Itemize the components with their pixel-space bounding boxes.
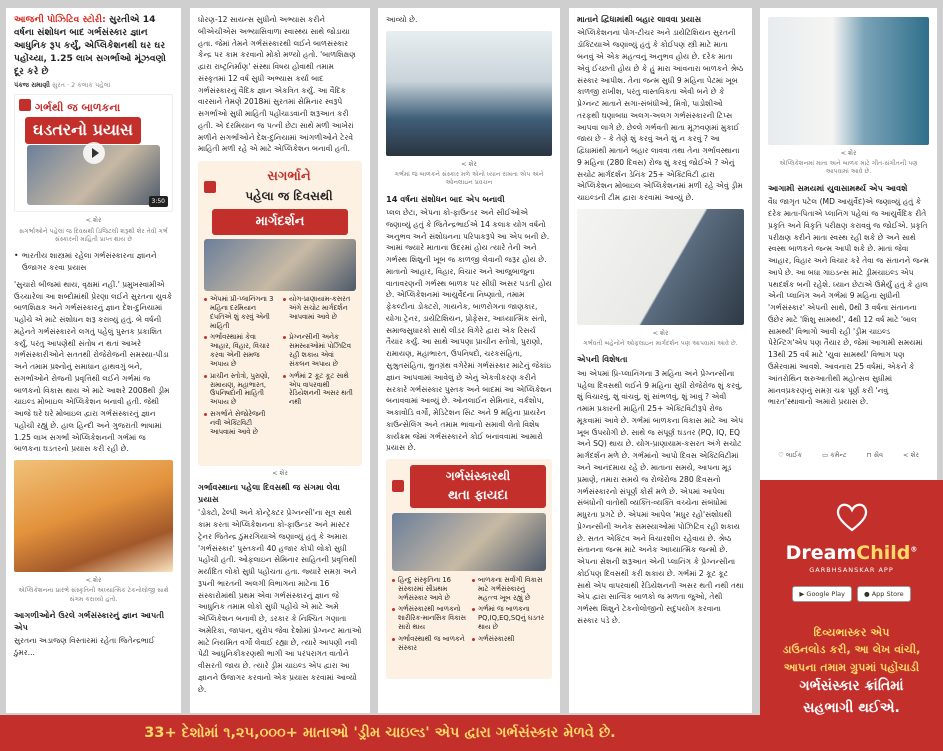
apple-icon: ●: [863, 590, 872, 598]
paragraph: એપ્લિકેશનના પોગ-ટીચર અને ડાયેટિશિયન સુરતની ડૉક્ટિયાએ જણાવ્યું હતું કે કોઈપણ સ્ત્રી માટે માતા બનવું એ એક મહત્વનું અનુભવ હોય છે. દરેક માતા એવું ઈચ્છતી હોય છે કે હું મારા આવનારા બાળકને શ્રેષ્ઠ સંસ્કાર આપીશ. તેના જન્મ સુધી 9 મહિના પેટમાં ખૂબ કાળજી રાખીશ, પરંતુ વાસ્તવિકતા એવી બને છે કે પ્રેગ્નન્ટ માતાને સગા-સંબંધીઓ, મિત્રો, પાડોશીઓ તરફથી ઘણાબધા અલગ-અલગ ગર્ભસંસ્કારની ટિપ્સ આપવા લાગે છે. છેલ્લે ગર્ભવતી માતા મૂંઝવણમાં મુકાઈ જાય છે - કે તેણે શું કરવું અને શું ન કરવું ? આ દ્વિધામાંથી માતાને બહાર લાવવા તથા તેના ગર્ભાવસ્થાના 9 મહિના (280 દિવસ) રોજ શું કરવું જોઈએ ? એનું સચોટ માર્ગદર્શન ડેનિંક 25+ એક્ટિવિટી દ્વારા એપ્લિકેશન મોબાઇલ એપ્લિકેશનમાં મળી રહે એવું ડ્રીમ ચાઇલ્ડની ટીમ દ્વારા કરવામાં આવ્યું છે.: [577, 28, 744, 203]
paragraph: આ એપમાં પ્રિ-પ્લાનિંગના 3 મહિના અને પ્રેગ્નન્સીના પહેલા દિવસથી લઈને 9 મહિના સુધી રોજેરોજ શું કરવું, શું વિચારવું, શું વાંચવું, શું સાંભળવું, શું ખાવું ? એવી તમામ પ્રકારની માહિતી 25+ એક્ટિવિટીરૂપે રોજ મૂકવામાં આવે છે. ગર્ભમાં બાળકના વિકાસ માટે આ એપ ખૂબ ઉપયોગી છે. સાથે જ સંપૂર્ણ ઘડતર (PQ, IQ, EQ અને SQ) થાય છે. યોગ-પ્રાણાયામ-કસરત અંગે સચોટ માર્ગદર્શન મળે છે. ગર્ભમાંનો આપો દિવસ એક્ટિવિટીમાં અને આનંદમાય રહે છે. માતાના સમયે, આપના મૂડ પ્રમાણે, તમારા સમયે જ રોજેરોજ 280 દિવસનો ગર્ભસંસ્કારનો સંપૂર્ણ કોર્સ મળે છે. એપમાં આપેલા સંબંધોની વાતોથી વ્યક્તિ-વ્યક્તિ વચ્ચેના સંબંધોમાં મધુરતા પ્રગટે છે. એપમાં આપેલ 'મધુર રહો'સંશોધથી પ્રેગ્નન્સીની અનેક સમસ્યાઓમાં પોઝિટિવ રહી શકાય છે. સતત એક્ટિવ અને વિચારશીલ રહેવાય છે. શ્રેષ્ઠ સંતાનના જન્મ માટે અનેક આધ્યાત્મિક જન્મો છે. એપના સેશની શરૂઆત એની પ્લાનિંગ કે પ્રેગ્નન્સીના કોઈપણ દિવસથી કરી શકાય છે. ગર્ભમાં 2 કૂટ કૂટ સાથે એપ વાપરવાથી રેડિયેશનની અસર થતી નથી તથા એપ દ્વારા સાત્વિક બાળકો જ મળતા જુઓ, તેથી ગર્ભસ્થ શિશુને ટેકનોલોજીનો સદુપયોગ કરવાના સંસ્કાર પડે છે.: [577, 368, 744, 625]
image-caption: એપ્લિકેશનમાં માતા અને બાળક માટે ગીત-સંગીતની પણ આપવામાં આવે છે.: [779, 160, 918, 176]
comment-icon: ▭: [822, 451, 831, 460]
poster-photo: [392, 513, 546, 571]
poster-item: પ્રાચીન સ્તોત્રો, પુરાણો, રામાયણ, મહાભારત, ઉપનિષદોની માહિતી અપાય છે: [204, 372, 277, 407]
video-title: ઘડતરનો પ્રયાસ: [25, 117, 141, 144]
poster-list: [204, 295, 356, 436]
dreamchild-ad[interactable]: [760, 480, 943, 751]
poster-banner: માર્ગદર્શન: [212, 209, 348, 235]
column-1: [6, 8, 181, 713]
author-name[interactable]: પંકજ રામાણી: [14, 81, 50, 90]
like-button[interactable]: ♡ લાઈક: [778, 451, 803, 460]
infographic-benefits: [386, 459, 552, 679]
paragraph: 'ડોક્ટો, ઢેલ્પી અને કોન્ટ્રેક્ટર પ્રેગ્નન્સી'ના સૂત્ર સાથે કામ કરતા એપ્લિકેશનના કો-ફાઉન્ડર અને માસ્ટર ટ્રેનર જિતેન્દ્ર ઠુંમરગિયાએ જણાવ્યું હતું કે અમારા 'ગર્ભસંસ્કાર' પુસ્તકની 40 હજાર કોપી લોકો સુધી પહોંચી હતી. ઓફલાઇન સેમિનાર સાહિતની પ્રવૃત્તિથી મર્યાદિત લોકો સુધી પહોંચતા હતા. જ્યારે સમગ્ર અને રૂપની ભારતની અલગી વિભાગના માટેના 16 સંસ્કારોમાંથી પ્રથમ એવા ગર્ભસંસ્કારનું જ્ઞાન જે આધુનિક તમામ લોકો સુધી પહોંચે એ માટે અમે એપ્લિકેશન બનાવી છે, ડરકાર કે નિશ્ચિત ગણાતા અમેરિકા, જાપાન, યુરોપ જેવા દેશોમાં પ્રેગ્નન્ટ માતાઓ માટે નિયમિત વર્ગો લેવાઈ રહ્યા છે, ત્યારે આપણી નવી પેઢી આધુનિકીકરણથી ભાગી આ પરંપરાગત વાતોને વીસરતી જાય છે. ત્યારે ડ્રીમ ચાઇલ્ડ એપ દ્વારા આ જ્ઞાનને ઉજાગર કરવાનો એક પ્રયાસ કરવામાં આવ્યો છે.: [198, 508, 362, 694]
poster-item: ગર્ભમાં જ બાળકના PQ,IQ,EQ,SQનું ઘડતર થાય છે: [472, 605, 546, 631]
article-image-presenter: [386, 31, 552, 156]
author-line: પંકજ રામાણી સુરત · 2 કલાક પહેલાં: [14, 81, 111, 90]
subheading: આગળીઓને ઉરલે ગર્ભસંસ્કારનું જ્ઞાન આપતી એપ: [14, 610, 165, 632]
poster-subtitle: થતા ફાયદા: [448, 487, 508, 503]
paragraph: 'સુચારો બીજમાં થાય, વૃક્ષમાં નહીં.' પ્રમુખસ્વામીએ ઉચ્ચારેલા આ શબ્દોમાંથી પ્રેરણા લઈને સુરતના યુવકે બાળશિક્ષક અને ગર્ભસંસ્કારનું જ્ઞાન દેશ-દુનિયામાં પહોંચે એ માટે સંશોધન શરૂ કરાવ્યું હતું. બે વર્ષની મહેનતે ગર્ભસંસ્કારને લગતું પહેલું પુસ્તક પ્રકાશિત કર્યું, પરંતુ આપણેથી સંતોષ ન થતાં આખરે ગર્ભસંસ્કારીઓને સતતથી રોજેરોજની સમસ્યા-પીડા અને તમામ પ્રશ્નોનું સમાધાન હાથવગું બને, સગર્ભાઓને રોજની પ્રવૃત્તિથી લઈને ગર્ભમાં જ બાળકનો વિકાસ થાય એ માટે આશરે 2008થી ડ્રીમ ચાઇલ્ડ મોબાઇલ એપ્લિકેશન બનાવી હતી. જેથી આજે ઘરે ઘરે મોબાઇલ દ્વારા ગર્ભસંસ્કારનું જ્ઞાન પહોંચી રહ્યું છે. હાલ હિન્દી અને ગુજરાતી ભાષામાં 1.25 લાખ સગર્ભા એપ્લિકેશનની ગર્ભમાં જ બાળકના ઘડતરનો પ્રયાસ કરી રહી છે.: [14, 279, 173, 454]
infographic-guidance: [198, 161, 362, 466]
subheading: માતાને દ્વિધામાંથી બહાર લાવવા પ્રયાસ: [577, 14, 702, 24]
paragraph: આવ્યો છે.: [386, 15, 418, 24]
column-3: [378, 8, 560, 713]
poster-title: ગર્ભસંસ્કારથી: [445, 469, 511, 484]
bottom-banner: 33+ દેશોમાં ૧,૨૫,૦૦૦+ માતાઓ 'ડ્રીમ ચાઇલ્ડ' એપ દ્વારા ગર્ભસંસ્કાર મેળવે છે.: [0, 715, 760, 751]
video-caption: સગર્ભાઓને પહેલાં જ દિવસથી ડિજિટલી શરૂથી શેર તેવી ગર્ભ સંસ્કારની માહિતી પ્રાપ્ત થાય છે: [19, 227, 168, 243]
article-image-woman: [768, 17, 929, 145]
comment-button[interactable]: ▭ કમેન્ટ: [822, 451, 847, 460]
ad-text: દિવ્યભાસ્કર એપ ડાઉનલોડ કરી, આ લેખ વાંચી, આપના તમામ ગ્રુપમાં પહોંચાડી: [782, 626, 921, 674]
heart-icon: ♡: [778, 451, 786, 460]
poster-item: ગર્ભસંસ્કારથી: [472, 635, 546, 653]
share-icon: <: [652, 328, 659, 337]
paragraph: સુરતના અડાજણ વિસ્તારમાં રહેતા જિતેન્દ્રભાઈ ઠુંમર...: [14, 635, 155, 657]
image-caption: ગર્ભવતી બહેનોને ઓફલાઇન માર્ગદર્શન પણ આપવામાં આવે છે.: [583, 340, 738, 348]
poster-item: હિન્દુ સંસ્કૃતિના 16 સંસ્કારમાં સૌપ્રથમ ગર્ભસંસ્કાર આવે છે: [392, 576, 466, 602]
poster-item: ગર્ભસંસ્કારથી બાળકનો શારીરિક-માનસિક વિકાસ સારો થાય: [392, 605, 466, 631]
heart-logo-icon: [835, 502, 869, 532]
share-icon: <: [461, 159, 467, 168]
poster-item: ગર્ભાવસ્થામાં કેવા આહાર, વિહાર, વિચાર કરવા એની સમજ અપાય છે: [204, 333, 277, 368]
bullet-point: • ભારતીય શાસ્ત્રમાં રહેલા ગર્ભસંસ્કારના જ્ઞાનને ઉજાગર કરવા પ્રયાસ: [14, 250, 173, 274]
google-play-button[interactable]: ▶ Google Play: [792, 586, 852, 602]
paragraph: પ્લલ છેટા, એપના કો-ફાઉન્ડર અને સીઈઓએ જણાવ્યું હતું કે જિતેન્દ્રભાઈએ 14 કલાક યોગ વર્ષનો અનુભવ અને સંશોધનના પરિપાકરૂપે આ એપ બની છે. આમાં જ્યારે માતાના ઉદરમાં હોય ત્યારે તેની અને ગર્ભસ્થ શિશુની ખૂબ જ કાળજી લેવાની જરૂર હોય છે. માતાનો આહાર, વિહાર, વિચાર અને આજુબાજુના વાતાવરણની ગર્ભસ્થ બાળક પર સીધી અસર પડતી હોય છે. એપ્લિકેશનમાં આયુર્વેદના નિષ્ણાતો, તમામ ફેકલ્ટીના ડોક્ટરો, ગાયનેક, બાળરોગના જાણકાર, યોગા ટ્રેનર, ડાયેટિશિયન, પ્રોફેસર, આધ્યાત્મિક સંતો, સમાજસુધારકો સાથે લીડર વિગેરે દ્વારા એક રિસર્ચ તૈયાર કર્યું. આ સાથે આપણા પ્રાચીન સ્તોત્રો, પુરાણો, રામાયણ, મહાભારત, ઉપનિષદો, ચરકસંહિતા, સુશ્રુતસંહિતા, ભ્રુતગ્રંથ વગેરેમાં ગર્ભસંસ્કાર માટેનું જેકાંઇ જ્ઞાન આપવામાં આવેલું છે એનું એકત્રીકરણ કરીને સરકારે ગર્ભસંસ્કાર પુસ્તક અને બાદમાં આ એપ્લિકેશન બનાવવામાં આવ્યું છે. ઓનલાઈન સેમિનાર, વર્કશોપ, અકાવોડિ વર્ગો, મેડિટેશન સિટ અને 9 મહિના પ્રાયરેન કાઉન્સેલિંગ અને તમામ ભાવાનો સમાવી લેતો વિશેષ કાર્યક્રમ જેમાં ગર્ભસંસ્કારને કોઈ બનાવવામાં આમારો પ્રયાસ છે.: [386, 208, 552, 453]
brand-name: DreamChild®: [785, 542, 918, 564]
play-store-icon: ▶: [799, 590, 807, 598]
share-button[interactable]: < શેર: [840, 149, 857, 157]
article-headline: આજની પોઝિટિવ સ્ટોરી: સુરતીએ 14 વર્ષના સંશોધન બાદ ગર્ભસંસ્કાર જ્ઞાન આધુનિક રૂપ કર્યું, એપ્લિકેશનથી ઘર ઘર પહોંચ્યા, 1.25 લાખ સગર્ભાઓ મૂંઝવણો દૂર કરે છે: [14, 14, 166, 77]
share-button[interactable]: < શેર: [85, 216, 102, 225]
poster-item: યોગ-પ્રાણાયામ-કસરત અંગે સચોટ માર્ગદર્શન આપવામાં આવે છે: [283, 295, 356, 330]
poster-item: બાળકના સર્વાંગી વિકાસ માટે ગર્ભસંસ્કારનું મહત્ત્વ ખૂબ રહ્યું છે: [472, 576, 546, 602]
paragraph: વૈધ જાગૃત પટેલ (MD આયુર્વેદ)એ જણાવ્યું હતું કે દરેક માતા-પિતાએ પ્લાનિંગ પહેલાં જ આયુર્વેદિક રીતે પ્રકૃતિ અને વિકૃતિ પરીક્ષણ કરાવવું જ જોઈએ. પ્રકૃતિ પરીક્ષણ કરીને માતા સ્વસ્થ રહી શકે છે અને સાથે સ્વસ્થ બાળકને જન્મ આપી શકે છે. માતાં જેવા આહાર, વિહાર અને વિચાર કરે તેવા જ સંતાનને જન્મ આપે છે. આ બધા ગાઇડન્સ માટે ડ્રીમચાઇલ્ડ એપ પથદર્શક બની રહેશે. ધ્યાન છેટાએ ઉમેર્યું હતું કે હાલ એની પ્લાનિંગ અને ગર્ભમાં 9 મહિના સુધીની 'ગર્ભસંસ્કાર' એપની સાથે, 0થી 3 વર્ષના સંતાનના ઉછેર માટે 'શિશુ સામર્થ્ય', 4થી 12 વર્ષ માટે 'બાલ સામર્થ્ય' વિભાગો આવી રહી 'ડ્રીમ ચાઇલ્ડ પેરેન્ટિંગ'એપ પણ તૈયાર છે, જેમાં આગામી સમયમાં 13થી 25 વર્ષ માટે 'યુવા સામર્થ્ય' વિભાગ પણ ઉમેરવામાં આવશે. આવનારા 25 વર્ષમાં, એકને કે આંતરોથિન શરુઆતીથી મહોત્સવ સુધીમાં માનવપ્રકરણનું સમગ્ર ચક્ર પૂર્ણ કરી 'નવું ભારત'સ્થાવાનો અમારો પ્રયાસ છે.: [768, 197, 929, 407]
share-button[interactable]: < શેર: [461, 159, 477, 168]
store-buttons: [760, 586, 943, 602]
subheading: 14 વર્ષના સંશોધન બાદ એપ બનાવી: [386, 193, 505, 204]
share-icon: <: [85, 216, 92, 225]
subheading: ગર્ભાવસ્થાના પહેલા દિવસથી જ સંગમા લેવા પ્રયાસ: [198, 482, 340, 504]
reaction-bar: [768, 450, 929, 460]
brand-logo-icon: [392, 480, 404, 492]
share-button[interactable]: < શેર: [652, 328, 669, 337]
share-icon: <: [840, 149, 847, 157]
poster-subtitle: પહેલા જ દિવસથી: [245, 189, 333, 204]
play-icon[interactable]: [83, 142, 105, 164]
save-button[interactable]: ⊓ સેવ: [866, 451, 884, 460]
share-button[interactable]: < શેર: [272, 469, 288, 478]
poster-title: સગર્ભાને: [267, 169, 311, 185]
brand-logo-icon: [204, 181, 216, 193]
brand-logo-icon: [19, 99, 31, 111]
ad-text-white: ગર્ભસંસ્કાર ક્રાંતિમાં સહભાગી થઈએ.: [799, 678, 904, 716]
poster-list: [392, 576, 546, 653]
poster-item: ગર્ભમાં 2 કૂટ કૂટ સાથે એપ વાપરવાથી રેડિયેશનની અસર થતી નથી: [283, 372, 356, 407]
subheading: આગામી સમયમાં યુવાસામર્થ્ય એપ આવશે: [768, 182, 908, 193]
share-button[interactable]: < શેર: [903, 451, 919, 460]
subheading: એપની વિશેષતા: [577, 354, 628, 365]
video-title-red: ગર્ભથી જ બાળકના: [35, 101, 121, 115]
video-duration: 3:50: [149, 196, 168, 207]
poster-item: સગર્ભાને સેજોરેજની નવી એક્ટિવિટી આપવામાં આવે છે: [204, 410, 277, 436]
brand-subtitle: GARBHSANSKAR APP: [809, 566, 894, 574]
poster-item: પ્રેગ્નન્સીની અનેક સમસ્યાઓમાં પોઝિટિવ રહી શકાય એવાં સંકલન અપાય છે: [283, 333, 356, 368]
paragraph: ધોરણ-12 સાયન્સ સુધીનો અભ્યાસ કરીને બીએચીએસ અભ્યાસિવાળા સ્વાસ્થ્ય સાથે જોડાયા હતા. જેમાં તેમને ગર્ભસંસ્કારથી લઈને બાળસંસ્કાર કેન્દ્ર પર કામ કરવાનો મોકો મળ્યો હતો. 'બાળશિક્ષણ દ્વારા રાષ્ટ્રનિર્માણ' સંસ્થા વિષય હોવાથી તમામ સંસ્કૃતમાં 12 વર્ષ સુધી અભ્યાસ કર્યા બાદ ગર્ભસંસ્કારનું વૈદિક જ્ઞાન એકત્રિત કર્યું. આ વૈદિક વારસાને તેમણે 2018માં સુરતમાં સેમિનાર સ્વરૂપે સગર્ભાઓ સુધી માહિતી પહોંચાડવાની શરૂઆત કરી હતી. એ દરમિયાન જ પત્ની છેટા સાથે મળી આખેરાં મળીને સગર્ભાઓને દેશ-દુનિયામાં આંગળીઓને ટેરવે માહિતી મળી રહે એ માટે એપ્લિકેશન બનાવી હતી.: [198, 15, 356, 154]
image-caption: ગર્ભમાં જ બાળકને સંસ્કાર મળે એનો ધ્યાન રાખતા એપ અને ઓનલાઇન પ્રવચન: [394, 170, 544, 187]
bookmark-icon: ⊓: [866, 451, 874, 460]
poster-item: ગર્ભાવસ્થાથી જ બાળકને સંસ્કાર: [392, 635, 466, 653]
share-icon: <: [85, 576, 92, 585]
app-store-button[interactable]: ● App Store: [857, 586, 911, 602]
image-caption: એપ્લિકેશનના પ્રારંભે સંસ્કૃતિની અધ્યાત્મિક ટેકનોલોજી સાથે સંગમ કરાવ્યો હતો.: [18, 587, 169, 603]
article-image-whiteboard: [577, 209, 744, 325]
share-icon: <: [272, 469, 278, 478]
poster-photo: [204, 239, 356, 291]
column-4: [569, 8, 752, 713]
poster-item: એપમાં પ્રી-પ્લાનિંગના 3 મહિના દરમિયાન દંપતિએ શું કરવું એની માહિતી: [204, 295, 277, 330]
share-button[interactable]: < શેર: [85, 576, 102, 585]
share-icon: <: [903, 451, 911, 460]
video-thumbnail[interactable]: [14, 94, 173, 212]
column-2: [190, 8, 370, 713]
article-image: [14, 460, 173, 572]
